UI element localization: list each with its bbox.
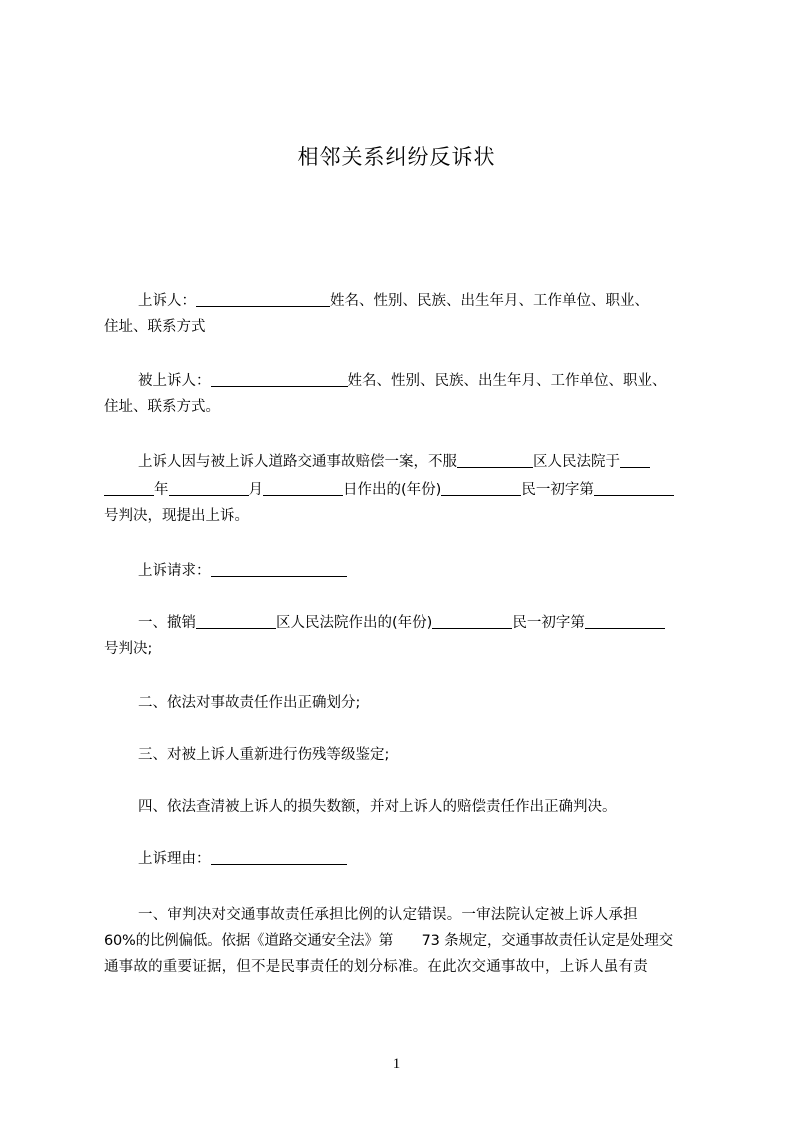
request-1-text-1: 一、撤销 (138, 615, 196, 631)
document-title: 相邻关系纠纷反诉状 (297, 145, 496, 169)
case-line-2 (104, 480, 704, 500)
request-1-line-1 (104, 613, 704, 633)
appellee-name-blank (211, 372, 348, 387)
appellee-line (104, 371, 704, 391)
appellant-line-2: 住址、联系方式 (104, 319, 206, 335)
month-blank (169, 481, 249, 496)
case-text-3: 日作出的(年份) (343, 482, 442, 498)
requests-blank (211, 562, 347, 577)
request-1-court-blank (196, 614, 276, 629)
case-line-3: 号判决，现提出上诉。 (104, 508, 249, 524)
appellant-name-blank (196, 292, 330, 307)
year-blank-b (104, 481, 154, 496)
reason-1-line-3: 通事故的重要证据，但不是民事责任的划分标准。在此次交通事故中，上诉人虽有责 (104, 959, 648, 975)
request-1-text-2: 区人民法院作出的(年份) (276, 615, 433, 631)
request-3: 三、对被上诉人重新进行伤残等级鉴定; (138, 747, 390, 763)
appellee-label: 被上诉人： (138, 373, 211, 389)
day-blank (263, 481, 343, 496)
case-text-1: 上诉人因与被上诉人道路交通事故赔偿一案，不服 (138, 454, 457, 470)
request-1-line-2: 号判决; (104, 641, 153, 657)
requests-label: 上诉请求： (138, 563, 211, 579)
case-line-1 (104, 452, 704, 472)
appellee-line-2: 住址、联系方式。 (104, 399, 220, 415)
appellee-fields: 姓名、性别、民族、出生年月、工作单位、职业、 (347, 373, 667, 389)
appellant-line (104, 291, 704, 311)
month-text: 月 (248, 482, 263, 498)
requests-heading (104, 561, 704, 581)
request-1-year-blank (432, 614, 512, 629)
reasons-label: 上诉理由： (138, 851, 211, 867)
case-number-blank (594, 481, 674, 496)
appellant-fields: 姓名、性别、民族、出生年月、工作单位、职业、 (330, 293, 649, 309)
appellant-label: 上诉人： (138, 293, 196, 309)
reasons-blank (211, 850, 347, 865)
reasons-heading (104, 849, 704, 869)
page-number: 1 (392, 1056, 401, 1072)
year-blank-a (620, 453, 650, 468)
court-blank (457, 453, 533, 468)
reason-1-line-1: 一、审判决对交通事故责任承担比例的认定错误。一审法院认定被上诉人承担 (138, 907, 638, 923)
request-1-number-blank (585, 614, 665, 629)
case-text-2: 区人民法院于 (533, 454, 620, 470)
request-4: 四、依法查清被上诉人的损失数额，并对上诉人的赔偿责任作出正确判决。 (138, 799, 617, 815)
case-year-blank (441, 481, 521, 496)
case-text-4: 民一初字第 (521, 482, 594, 498)
request-2: 二、依法对事故责任作出正确划分; (138, 695, 361, 711)
year-text: 年 (154, 482, 169, 498)
reason-1-line-2: 60%的比例偏低。依据《道路交通安全法》第 73 条规定，交通事故责任认定是处理交 (104, 933, 673, 949)
request-1-text-3: 民一初字第 (512, 615, 585, 631)
